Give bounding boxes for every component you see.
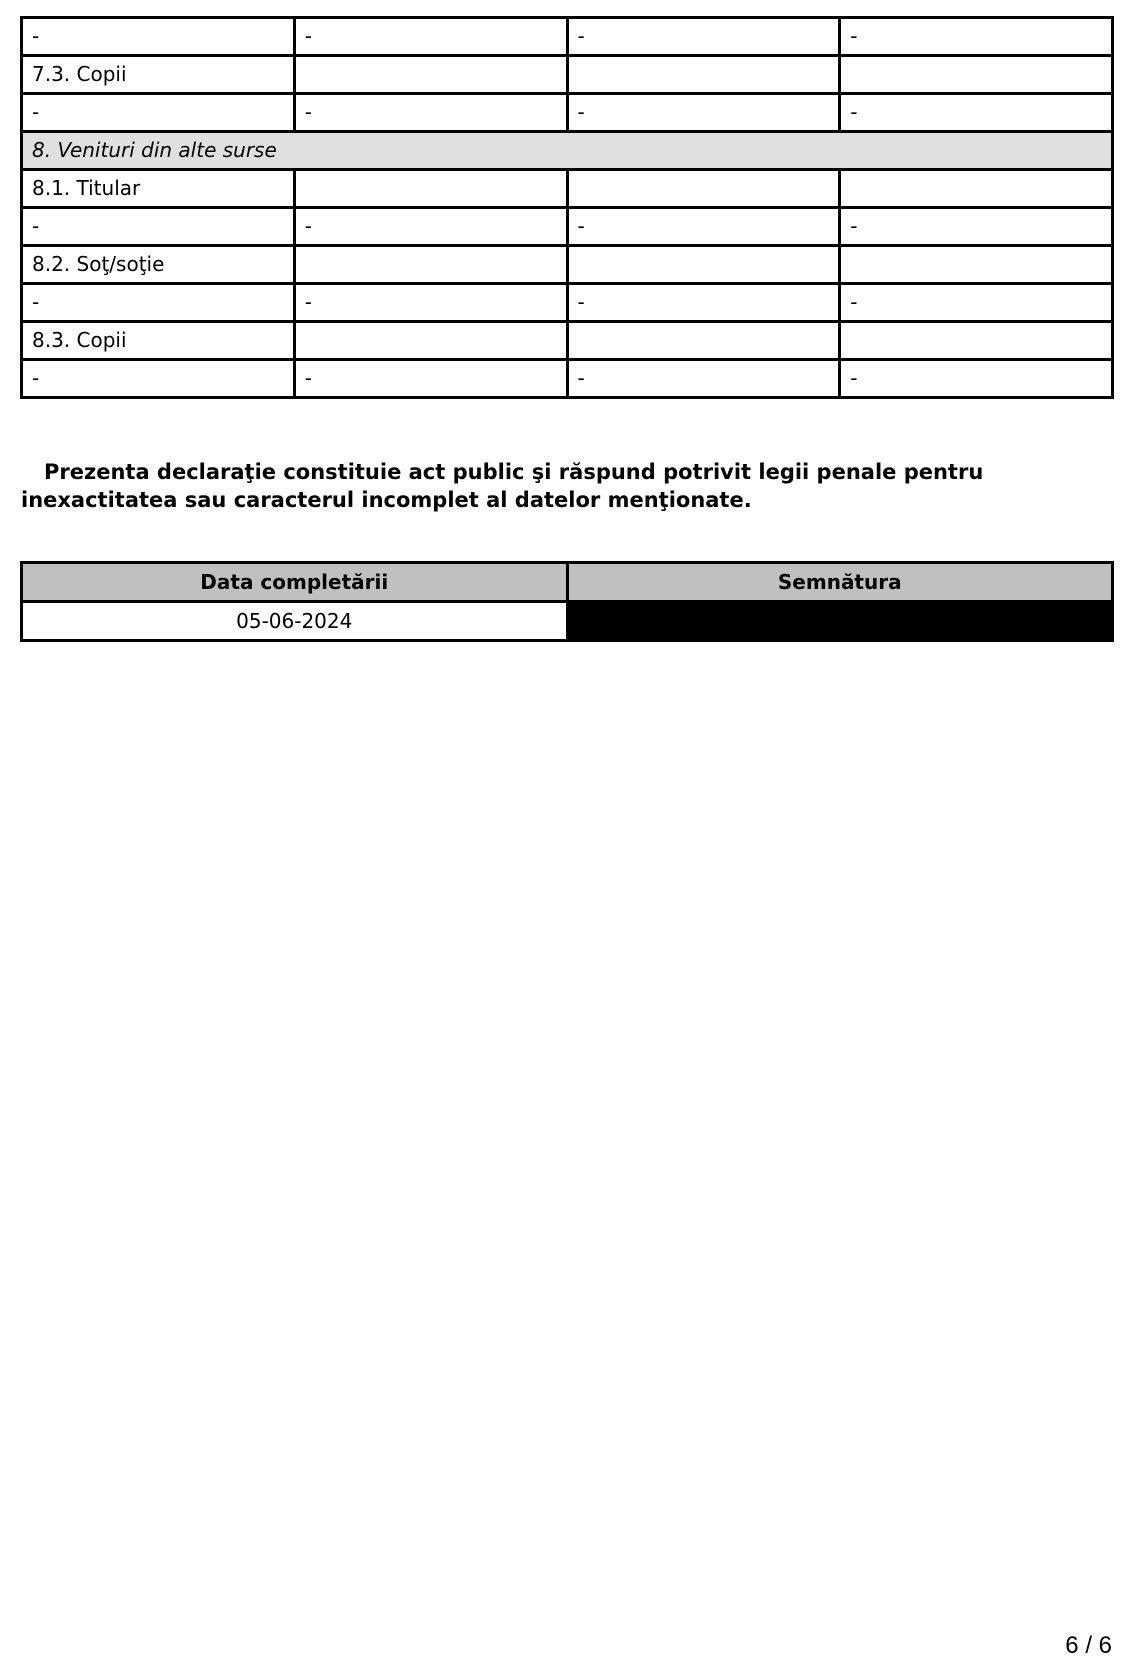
table-cell: -: [294, 284, 567, 322]
table-cell: -: [567, 208, 840, 246]
signature-table: [20, 561, 1114, 642]
table-cell: -: [22, 208, 295, 246]
table-cell: -: [567, 94, 840, 132]
table-cell: [567, 322, 840, 360]
table-cell: -: [294, 360, 567, 398]
table-cell: [294, 170, 567, 208]
signature-header: Semnătura: [567, 563, 1113, 602]
table-cell: -: [294, 94, 567, 132]
table-cell: [567, 170, 840, 208]
table-cell: -: [22, 284, 295, 322]
table-cell: [567, 246, 840, 284]
table-cell: -: [840, 18, 1113, 56]
signature-header-row: [22, 563, 1113, 602]
date-header: Data completării: [22, 563, 568, 602]
table-cell: [567, 56, 840, 94]
table-cell: -: [22, 360, 295, 398]
table-cell: -: [294, 18, 567, 56]
row-label: 8.3. Copii: [22, 322, 295, 360]
table-cell: [840, 322, 1113, 360]
completion-date: 05-06-2024: [22, 602, 568, 641]
income-table: [20, 16, 1114, 399]
table-row: [22, 208, 1113, 246]
redacted-signature: [567, 602, 1113, 641]
row-label: 8.1. Titular: [22, 170, 295, 208]
signature-value-row: [22, 602, 1113, 641]
table-cell: -: [22, 94, 295, 132]
table-cell: -: [840, 284, 1113, 322]
table-row: [22, 94, 1113, 132]
row-label: 7.3. Copii: [22, 56, 295, 94]
table-cell: -: [294, 208, 567, 246]
table-row: [22, 322, 1113, 360]
table-cell: -: [567, 18, 840, 56]
table-cell: [840, 246, 1113, 284]
table-cell: [294, 56, 567, 94]
table-row: [22, 18, 1113, 56]
table-cell: -: [567, 360, 840, 398]
section-row: [22, 132, 1113, 170]
table-cell: [840, 56, 1113, 94]
table-cell: [840, 170, 1113, 208]
section-heading: 8. Venituri din alte surse: [22, 132, 1113, 170]
table-cell: -: [840, 208, 1113, 246]
table-row: [22, 56, 1113, 94]
table-row: [22, 284, 1113, 322]
table-cell: [294, 322, 567, 360]
table-cell: [294, 246, 567, 284]
table-row: [22, 360, 1113, 398]
declaration-statement: Prezenta declaraţie constituie act public şi răspund potrivit legii penale pentru inexactitatea sau caracterul incomplet al datelor menţionate.: [21, 460, 984, 512]
table-cell: -: [567, 284, 840, 322]
table-cell: -: [22, 18, 295, 56]
table-cell: -: [840, 360, 1113, 398]
page-number: 6 / 6: [1065, 1632, 1112, 1659]
table-row: [22, 246, 1113, 284]
row-label: 8.2. Soţ/soţie: [22, 246, 295, 284]
table-row: [22, 170, 1113, 208]
table-cell: -: [840, 94, 1113, 132]
